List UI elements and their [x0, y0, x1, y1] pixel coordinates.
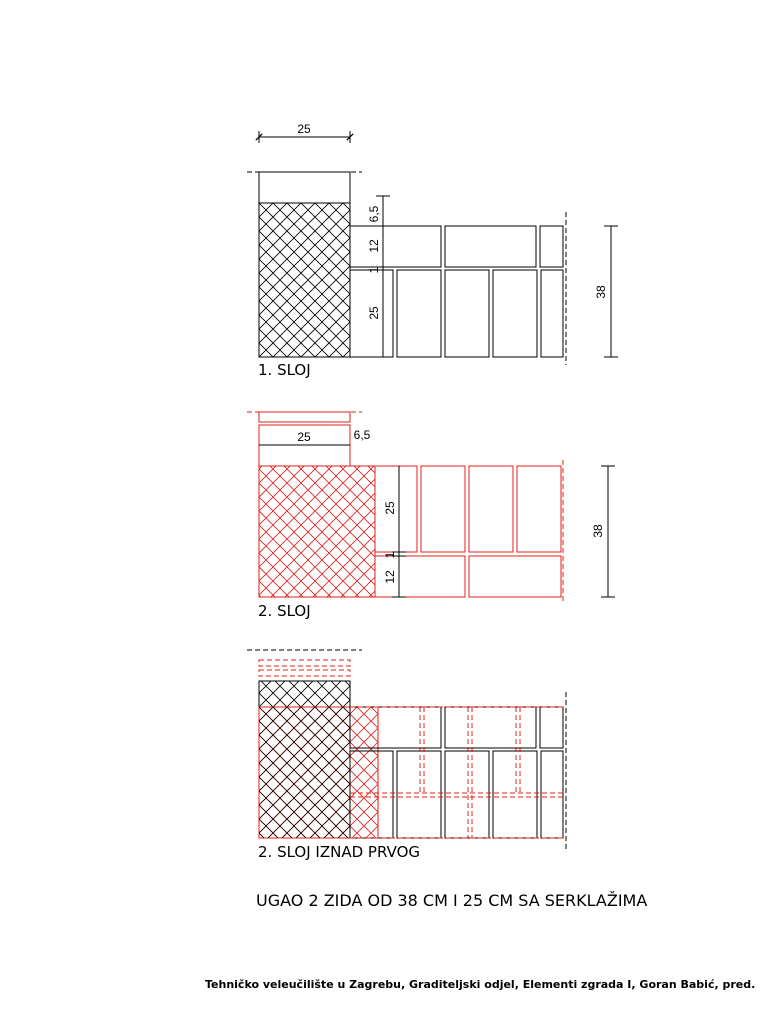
layer2-label: 2. SLOJ: [258, 602, 311, 620]
layer1-dim-1: 1: [367, 266, 381, 274]
layer1-dim-12: 12: [367, 239, 381, 253]
layer2-column: [259, 466, 375, 597]
layer1-label: 1. SLOJ: [258, 361, 311, 379]
layer2-dim-65: 6,5: [353, 428, 371, 442]
layer2-dim-top: 25: [297, 430, 311, 444]
layer2-dim-12: 12: [383, 570, 397, 584]
footer-credit: Tehničko veleučilište u Zagrebu, Graditeljski odjel, Elementi zgrada I, Goran Babić, pred.: [205, 978, 756, 991]
layer2-dim-1: 1: [383, 551, 397, 559]
layer2-dim-25: 25: [383, 501, 397, 515]
layer-3-group: [247, 650, 566, 861]
layer-1-group: [247, 122, 618, 379]
layer1-dim-65: 6,5: [367, 205, 381, 223]
layer1-dim-top: 25: [297, 122, 311, 136]
layer1-column: [259, 203, 350, 357]
drawing-title: UGAO 2 ZIDA OD 38 CM I 25 CM SA SERKLAŽIMA: [256, 891, 648, 910]
layer3-label: 2. SLOJ IZNAD PRVOG: [258, 843, 420, 861]
layer1-dim-38: 38: [594, 285, 608, 299]
layer-2-group: [247, 412, 615, 620]
layer1-dim-25: 25: [367, 306, 381, 320]
layer2-dim-38: 38: [591, 524, 605, 538]
